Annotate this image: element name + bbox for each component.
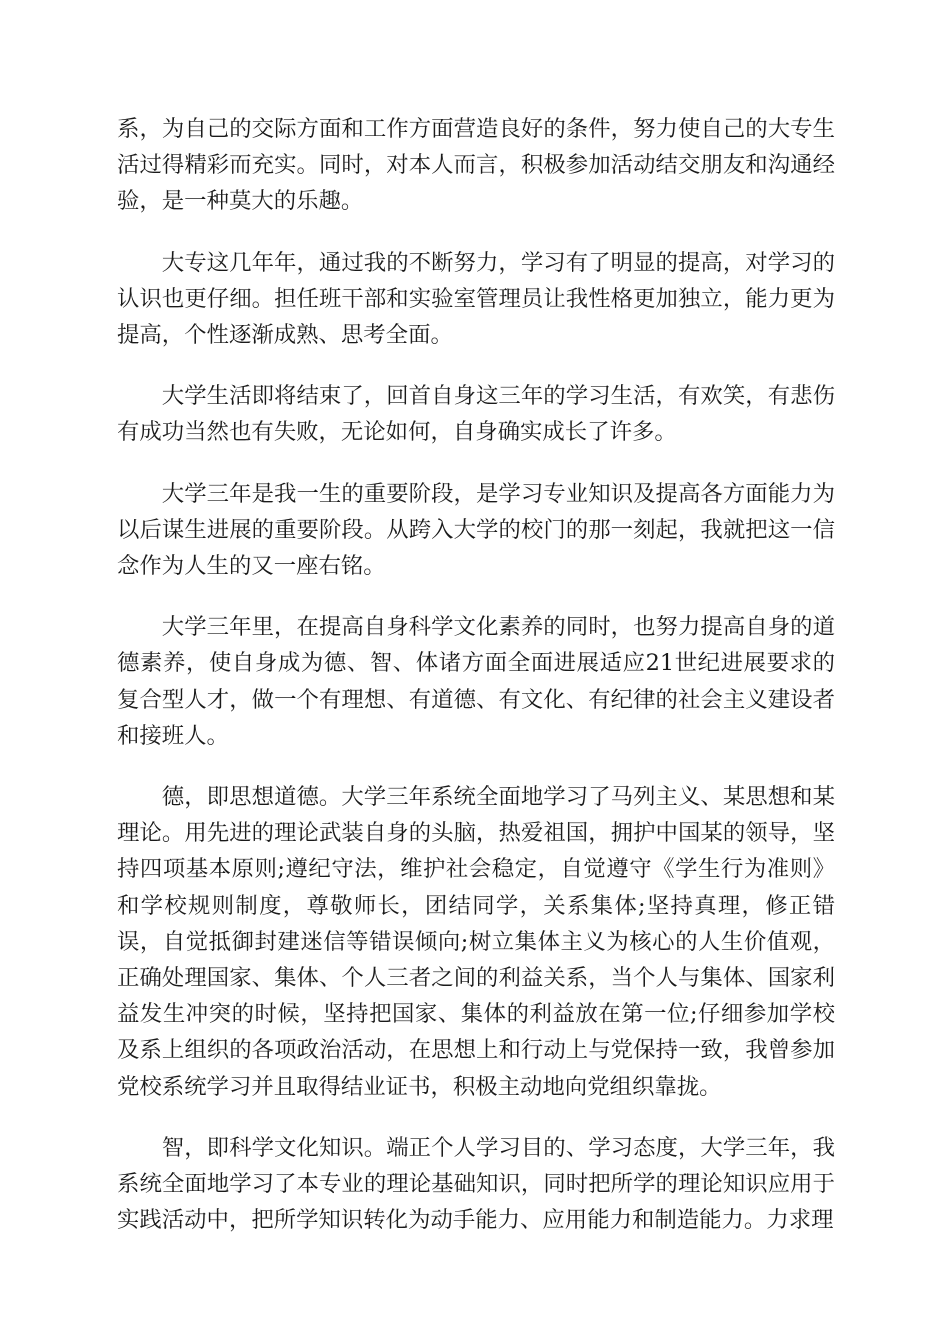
document-page	[117, 111, 835, 1263]
paragraph-1: 系，为自己的交际方面和工作方面营造良好的条件，努力使自己的大专生活过得精彩而充实。同时，对本人而言，积极参加活动结交朋友和沟通经验，是一种莫大的乐趣。	[117, 116, 835, 215]
paragraph-6: 德，即思想道德。大学三年系统全面地学习了马列主义、某思想和某理论。用先进的理论武装自身的头脑，热爱祖国，拥护中国某的领导，坚持四项基本原则;遵纪守法，维护社会稳定，自觉遵守《学生行为准则》和学校规则制度，尊敬师长，团结同学，关系集体;坚持真理，修正错误，自觉抵御封建迷信等错误倾向;树立集体主义为核心的人生价值观，正确处理国家、集体、个人三者之间的利益关系，当个人与集体、国家利益发生冲突的时候，坚持把国家、集体的利益放在第一位;仔细参加学校及系上组织的各项政治活动，在思想上和行动上与党保持一致，我曾参加党校系统学习并且取得结业证书，积极主动地向党组织靠拢。	[117, 784, 835, 1100]
paragraph-5: 大学三年里，在提高自身科学文化素养的同时，也努力提高自身的道德素养，使自身成为德、智、体诸方面全面进展适应21世纪进展要求的复合型人才，做一个有理想、有道德、有文化、有纪律的社会主义建设者和接班人。	[117, 614, 835, 749]
paragraph-2: 大专这几年年，通过我的不断努力，学习有了明显的提高，对学习的认识也更仔细。担任班干部和实验室管理员让我性格更加独立，能力更为提高，个性逐渐成熟、思考全面。	[117, 249, 835, 349]
paragraph-7: 智，即科学文化知识。端正个人学习目的、学习态度，大学三年，我系统全面地学习了本专业的理论基础知识，同时把所学的理论知识应用于实践活动中，把所学知识转化为动手能力、应用能力和制造能力。力求理	[117, 1134, 835, 1234]
paragraph-4: 大学三年是我一生的重要阶段，是学习专业知识及提高各方面能力为以后谋生进展的重要阶段。从跨入大学的校门的那一刻起，我就把这一信念作为人生的又一座右铭。	[117, 480, 835, 580]
paragraph-3: 大学生活即将结束了，回首自身这三年的学习生活，有欢笑，有悲伤有成功当然也有失败，无论如何，自身确实成长了许多。	[117, 383, 835, 446]
